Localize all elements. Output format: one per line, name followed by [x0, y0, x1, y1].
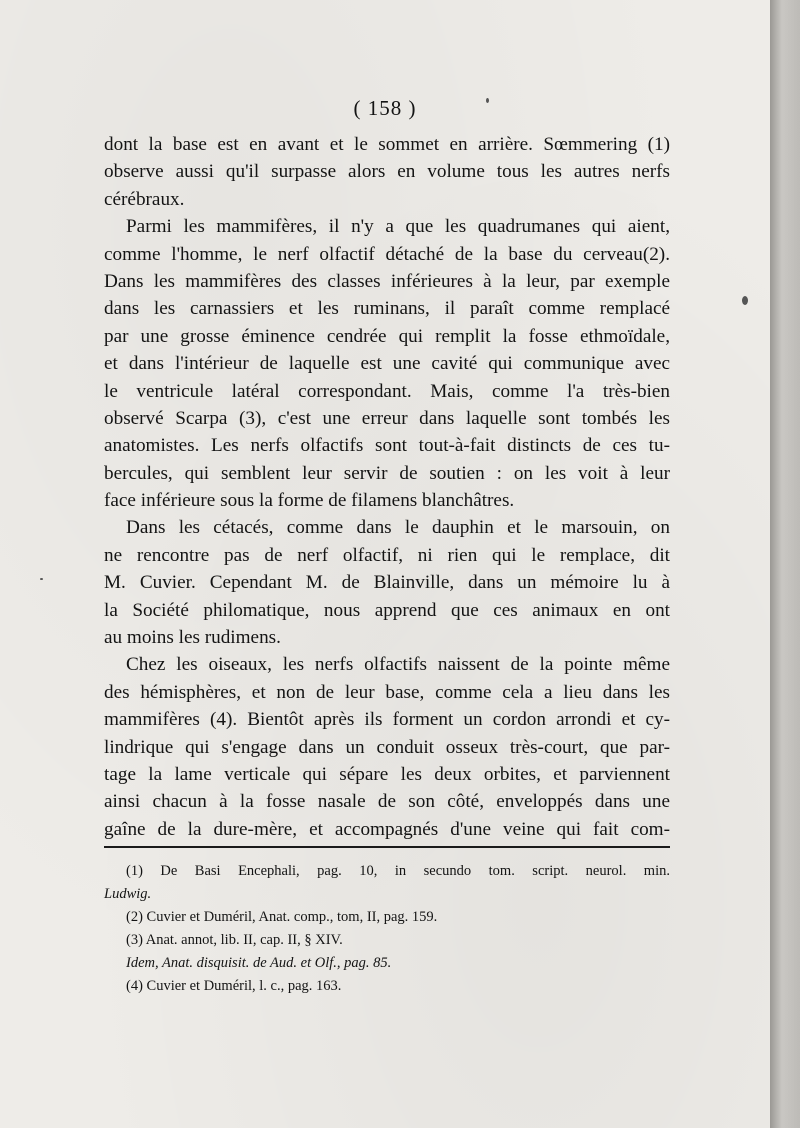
text-line: dont la base est en avant et le sommet en arrière. Sœmmering (1) — [104, 134, 670, 155]
text-line: ainsi chacun à la fosse nasale de son côté, enveloppés dans une — [104, 791, 670, 813]
text-line: Chez les oiseaux, les nerfs olfactifs naissent de la pointe même — [126, 654, 670, 676]
text-line: observé Scarpa (3), c'est une erreur dans laquelle sont tombés les — [104, 407, 670, 429]
footnote-line: (3) Anat. annot, lib. II, cap. II, § XIV. — [126, 932, 343, 948]
text-line: des hémisphères, et non de leur base, comme cela a lieu dans les — [104, 681, 670, 703]
text-line: cérébraux. — [104, 188, 185, 210]
text-line: et dans l'intérieur de laquelle est une cavité qui communique avec — [104, 353, 670, 375]
text-line: mammifères (4). Bientôt après ils forment un cordon arrondi et cy- — [104, 709, 670, 731]
text-line: Dans les cétacés, comme dans le dauphin et le marsouin, on — [126, 517, 670, 539]
text-line: gaîne de la dure-mère, et accompagnés d'une veine qui fait com- — [104, 818, 670, 840]
text-line: lindrique qui s'engage dans un conduit osseux très-court, que par- — [104, 736, 670, 758]
text-line: bercules, qui semblent leur servir de soutien : on les voit à leur — [104, 462, 670, 484]
text-line: anatomistes. Les nerfs olfactifs sont tout-à-fait distincts de ces tu- — [104, 435, 670, 457]
text-line: face inférieure sous la forme de filamens blanchâtres. — [104, 490, 515, 512]
text-line: ne rencontre pas de nerf olfactif, ni rien qui le remplace, dit — [104, 544, 670, 566]
text-line: par une grosse éminence cendrée qui remplit la fosse ethmoïdale, — [104, 325, 670, 347]
footnote-line: (2) Cuvier et Duméril, Anat. comp., tom, II, pag. 159. — [126, 909, 438, 925]
ink-speck — [40, 578, 43, 580]
footnote-line: Idem, Anat. disquisit. de Aud. et Olf., pag. 85. — [126, 955, 392, 971]
text-line: observe aussi qu'il surpasse alors en volume tous les autres nerfs — [104, 161, 670, 183]
text-line: M. Cuvier. Cependant M. de Blainville, dans un mémoire lu à — [104, 572, 670, 594]
text-line: Dans les mammifères des classes inférieures à la leur, par exemple — [104, 270, 670, 292]
book-spine — [770, 0, 800, 1128]
text-line: le ventricule latéral correspondant. Mais, comme l'a très-bien — [104, 380, 670, 402]
page-number: ( 158 ) — [353, 96, 417, 120]
footnote-line: (1) De Basi Encephali, pag. 10, in secundo tom. script. neurol. min. — [126, 863, 670, 879]
text-line: tage la lame verticale qui sépare les deux orbites, et parviennent — [104, 763, 670, 785]
footnote-line: (4) Cuvier et Duméril, l. c., pag. 163. — [126, 978, 342, 994]
text-line: la Société philomatique, nous apprend que ces animaux en ont — [104, 599, 670, 621]
footnote-line: Ludwig. — [104, 886, 152, 902]
footnote-rule — [104, 846, 670, 848]
body-text — [104, 131, 670, 843]
ink-speck — [742, 296, 748, 305]
text-line: comme l'homme, le nerf olfactif détaché de la base du cerveau(2). — [104, 243, 670, 265]
text-line: dans les carnassiers et les ruminans, il paraît comme remplacé — [104, 298, 670, 320]
footnotes — [104, 860, 670, 998]
ink-speck — [486, 98, 489, 103]
text-line: Parmi les mammifères, il n'y a que les quadrumanes qui aient, — [126, 216, 670, 238]
text-line: au moins les rudimens. — [104, 627, 281, 649]
